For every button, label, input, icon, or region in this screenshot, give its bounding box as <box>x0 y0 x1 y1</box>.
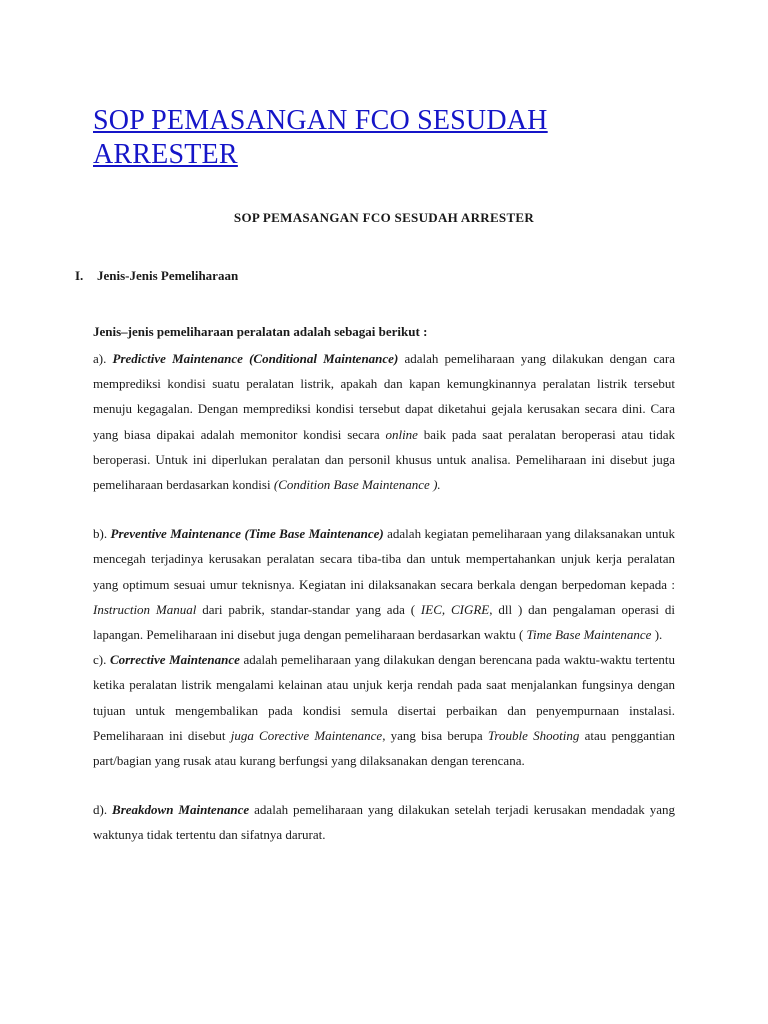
item-d-prefix: d). <box>93 802 113 818</box>
item-a-text1: adalah pemeliharaan yang dilakukan dengan cara memprediksi kondisi suatu peralatan listrik, apakah dan kapan kemungkinannya peralatan listrik tersebut menuju kegagalan. Dengan memprediksi kondisi tersebut dapat diketahui gejala kerusakan secara dini. Cara yang biasa dipakai adalah memonitor kondisi secara <box>93 351 675 442</box>
item-b-prefix: b). <box>93 526 111 542</box>
section-heading <box>75 268 675 284</box>
item-b-text4: ). <box>651 627 663 643</box>
section-number: I. <box>75 268 84 283</box>
item-d-text1: adalah pemeliharaan yang dilakukan setelah terjadi kerusakan mendadak yang waktunya tidak tertentu dan sifatnya darurat. <box>93 802 675 843</box>
item-b-italic2: IEC, CIGRE <box>420 601 490 617</box>
item-c-text3: atau penggantian part/bagian yang rusak atau kurang berfungsi yang dilaksanakan dengan terencana. <box>93 727 675 769</box>
item-a-prefix: a). <box>93 351 113 366</box>
item-d-term: Breakdown Maintenance <box>112 802 250 818</box>
item-b-text3: , dll ) dan pengalaman operasi di lapangan. Pemeliharaan ini disebut juga dengan pemeliharaan berdasarkan waktu ( <box>93 601 676 643</box>
item-c-text1: adalah pemeliharaan yang dilakukan dengan berencana pada waktu-waktu tertentu ketika peralatan listrik mengalami kelainan atau unjuk kerja rendah pada saat menjalankan fungsinya dengan tujuan untuk mengembalikan pada kondisi semula disertai perbaikan dan penyempurnaan instalasi. Pemeliharaan ini disebut <box>93 652 675 743</box>
section-title: Jenis-Jenis Pemeliharaan <box>97 268 239 283</box>
item-b-italic3: Time Base Maintenance <box>526 627 652 643</box>
paragraph-c <box>93 647 675 773</box>
item-c-term: Corrective Maintenance <box>109 652 240 668</box>
item-a-term: Predictive Maintenance (Conditional Maintenance) <box>112 351 399 366</box>
item-b-italic1: Instruction Manual <box>93 601 197 617</box>
item-a-italic2: (Condition Base Maintenance ). <box>273 477 441 493</box>
paragraph-d <box>93 797 675 847</box>
item-b-term: Preventive Maintenance (Time Base Maintenance) <box>110 526 384 542</box>
page-title[interactable] <box>93 104 675 172</box>
document-subtitle: SOP PEMASANGAN FCO SESUDAH ARRESTER <box>233 210 535 225</box>
item-a-italic1: online <box>385 426 418 442</box>
intro-line: Jenis–jenis pemeliharaan peralatan adalah sebagai berikut : <box>93 324 428 339</box>
page-title-link[interactable]: SOP PEMASANGAN FCO SESUDAH ARRESTER <box>93 105 548 170</box>
item-c-italic1: juga Corective Maintenance <box>230 727 383 743</box>
item-c-text2: , yang bisa berupa <box>382 727 488 743</box>
paragraph-a <box>93 346 675 497</box>
item-b-text1: adalah kegiatan pemeliharaan yang dilaksanakan untuk mencegah terjadinya kerusakan peralatan secara tiba-tiba dan untuk mempertahankan unjuk kerja peralatan yang optimum sesuai umur teknisnya. Kegiatan ini dilaksanakan secara berkala dengan berpedoman kepada : <box>93 526 675 592</box>
item-c-prefix: c). <box>93 652 110 668</box>
item-b-text2: dari pabrik, standar-standar yang ada ( <box>196 601 421 617</box>
item-c-italic2: Trouble Shooting <box>487 727 580 743</box>
paragraph-b <box>93 521 675 647</box>
item-a-text2: baik pada saat peralatan beroperasi atau tidak beroperasi. Untuk ini diperlukan peralatan dan personil khusus untuk analisa. Pemeliharaan ini disebut juga pemeliharaan berdasarkan kondisi <box>93 426 675 493</box>
